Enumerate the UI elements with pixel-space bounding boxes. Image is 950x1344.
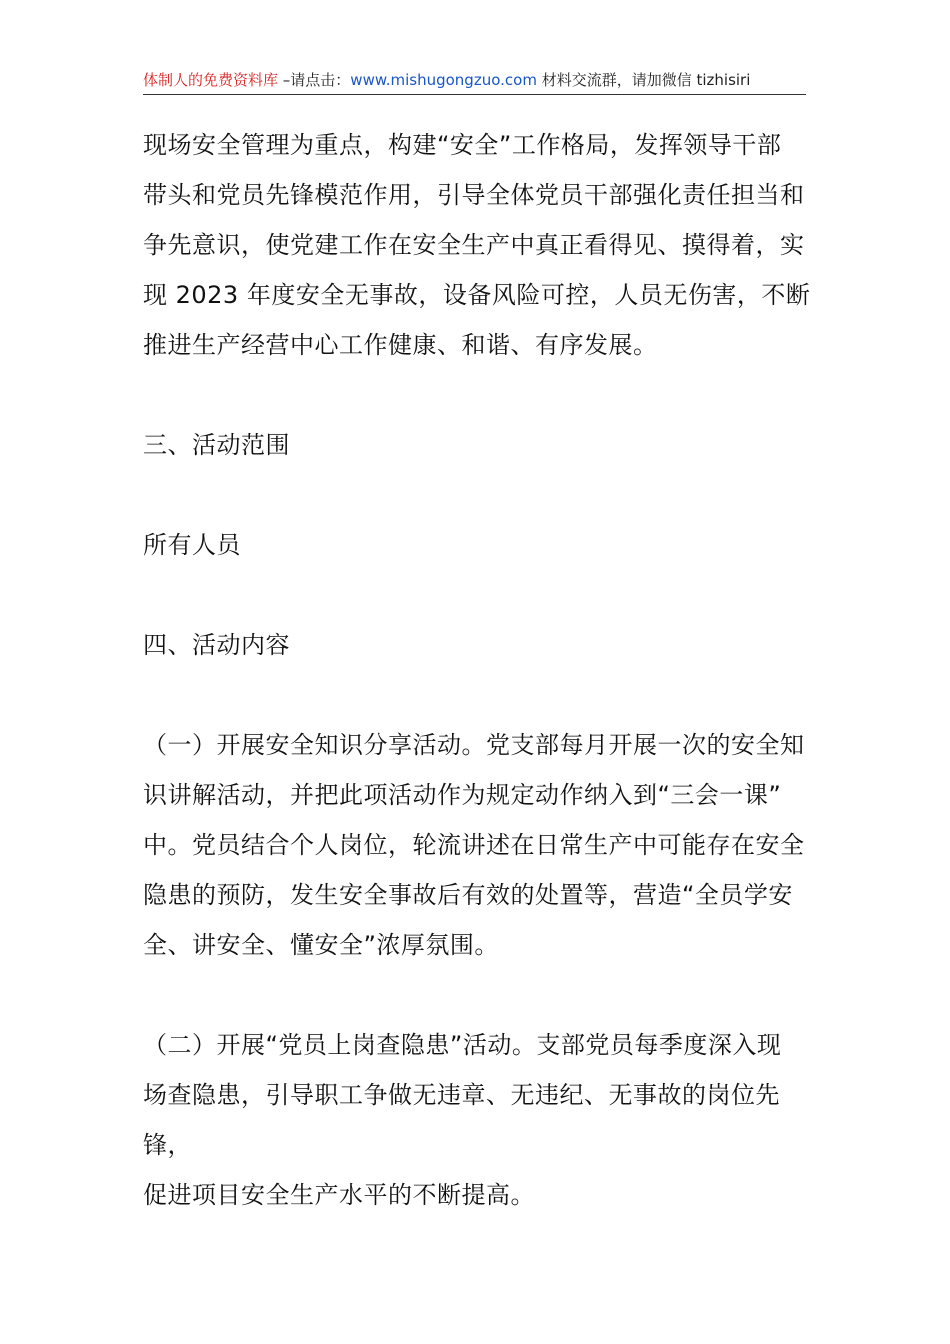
text-line: 促进项目安全生产水平的不断提高。 [143,1181,535,1209]
text-line: 带头和党员先锋模范作用，引导全体党员干部强化责任担当和 [143,181,805,209]
text-line: 场查隐患，引导职工争做无违章、无违纪、无事故的岗位先锋， [143,1081,780,1159]
text-line: 中。党员结合个人岗位，轮流讲述在日常生产中可能存在安全 [143,831,805,859]
item2-paragraph [143,1020,813,1220]
intro-paragraph [143,120,813,370]
text-line: 隐患的预防，发生安全事故后有效的处置等，营造“全员学安 [143,881,793,909]
spacer [143,570,813,620]
text-line: （一）开展安全知识分享活动。党支部每月开展一次的安全知 [143,731,805,759]
document-body [143,120,813,1220]
header-link[interactable]: www.mishugongzuo.com [350,71,537,89]
text-line: 全、讲安全、懂安全”浓厚氛围。 [143,931,499,959]
text-line: 推进生产经营中心工作健康、和谐、有序发展。 [143,331,658,359]
page-header [143,70,806,95]
header-tail: 材料交流群，请加微信 tizhisiri [536,71,751,89]
item1-paragraph [143,720,813,970]
text-line: 识讲解活动，并把此项活动作为规定动作纳入到“三会一课” [143,781,782,809]
spacer [143,670,813,720]
header-prompt: –请点击： [278,71,351,89]
spacer [143,370,813,420]
section3-title: 三、活动范围 [143,431,290,459]
text-line: （二）开展“党员上岗查隐患”活动。支部党员每季度深入现 [143,1031,782,1059]
header-brand: 体制人的免费资料库 [143,71,279,89]
section3-text: 所有人员 [143,531,241,559]
text-line: 争先意识，使党建工作在安全生产中真正看得见、摸得着，实 [143,231,805,259]
spacer [143,970,813,1020]
section4-title: 四、活动内容 [143,631,290,659]
text-line: 现场安全管理为重点，构建“安全”工作格局，发挥领导干部 [143,131,782,159]
text-line: 现 2023 年度安全无事故，设备风险可控，人员无伤害，不断 [143,281,811,309]
spacer [143,470,813,520]
